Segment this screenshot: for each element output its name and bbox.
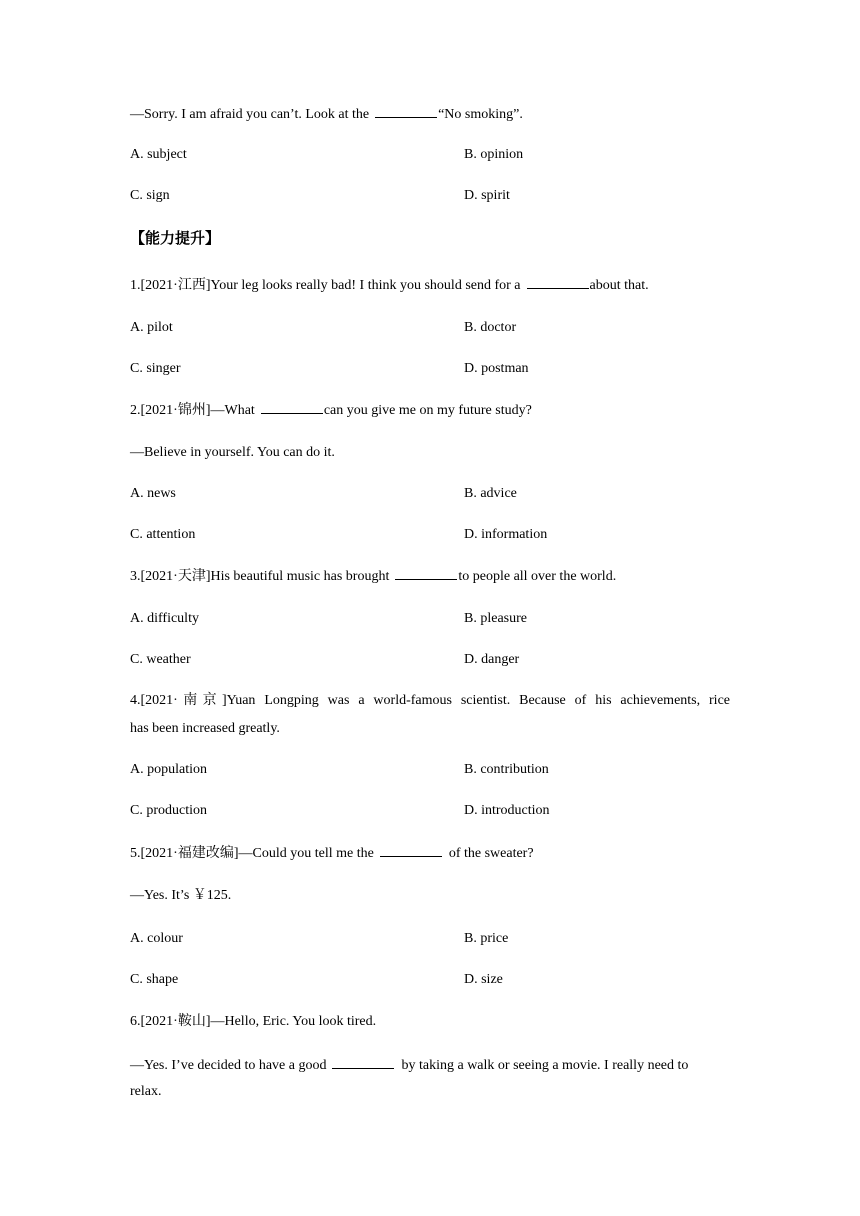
option-c: C. weather bbox=[130, 652, 191, 667]
answer-blank bbox=[527, 276, 589, 289]
question-text: 1.[2021·江西]Your leg looks really bad! I think you should send for a bbox=[130, 278, 521, 293]
question-text: to people all over the world. bbox=[458, 569, 617, 584]
question-text: 3.[2021·天津]His beautiful music has brought bbox=[130, 569, 390, 584]
option-a: A. population bbox=[130, 762, 207, 777]
question-6-reply bbox=[130, 1056, 688, 1075]
question-text: of the sweater? bbox=[448, 846, 534, 861]
option-b: B. doctor bbox=[464, 320, 517, 335]
question-2-stem bbox=[130, 401, 532, 420]
option-a: A. subject bbox=[130, 147, 187, 162]
option-d: D. information bbox=[464, 527, 548, 542]
question-line bbox=[130, 105, 523, 124]
question-text: —Yes. I’ve decided to have a good bbox=[130, 1058, 327, 1073]
question-5-reply: —Yes. It’s ￥125. bbox=[130, 888, 232, 903]
question-5-stem bbox=[130, 844, 534, 863]
question-text: 2.[2021·锦州]—What bbox=[130, 403, 255, 418]
question-text: “No smoking”. bbox=[438, 107, 523, 122]
question-4-stem-line2: has been increased greatly. bbox=[130, 721, 280, 736]
option-c: C. sign bbox=[130, 188, 170, 203]
option-b: B. price bbox=[464, 931, 509, 946]
option-d: D. danger bbox=[464, 652, 520, 667]
question-3-stem bbox=[130, 567, 616, 586]
option-c: C. shape bbox=[130, 972, 179, 987]
option-a: A. pilot bbox=[130, 320, 173, 335]
answer-blank bbox=[375, 105, 437, 118]
option-c: C. production bbox=[130, 803, 207, 818]
option-a: A. difficulty bbox=[130, 611, 199, 626]
option-a: A. news bbox=[130, 486, 176, 501]
option-b: B. contribution bbox=[464, 762, 549, 777]
answer-blank bbox=[261, 401, 323, 414]
option-a: A. colour bbox=[130, 931, 183, 946]
question-text: 5.[2021·福建改编]—Could you tell me the bbox=[130, 846, 374, 861]
option-d: D. size bbox=[464, 972, 503, 987]
question-text: —Sorry. I am afraid you can’t. Look at the bbox=[130, 107, 370, 122]
option-d: D. postman bbox=[464, 361, 529, 376]
answer-blank bbox=[395, 567, 457, 580]
section-heading: 【能力提升】 bbox=[130, 229, 221, 247]
question-text: can you give me on my future study? bbox=[323, 403, 532, 418]
question-4-stem-line1: 4.[2021·南京]Yuan Longping was a world-famous scientist. Because of his achievements, rice bbox=[130, 693, 730, 708]
question-1-stem bbox=[130, 276, 649, 295]
option-b: B. advice bbox=[464, 486, 517, 501]
option-b: B. opinion bbox=[464, 147, 524, 162]
answer-blank bbox=[380, 844, 442, 857]
question-text: about that. bbox=[589, 278, 649, 293]
answer-blank bbox=[332, 1056, 394, 1069]
option-d: D. spirit bbox=[464, 188, 510, 203]
question-6-reply-line2: relax. bbox=[130, 1084, 162, 1099]
option-b: B. pleasure bbox=[464, 611, 527, 626]
question-6-stem: 6.[2021·鞍山]—Hello, Eric. You look tired. bbox=[130, 1014, 377, 1029]
option-c: C. attention bbox=[130, 527, 196, 542]
option-d: D. introduction bbox=[464, 803, 550, 818]
question-text: by taking a walk or seeing a movie. I really need to bbox=[401, 1058, 689, 1073]
option-c: C. singer bbox=[130, 361, 181, 376]
question-2-reply: —Believe in yourself. You can do it. bbox=[130, 445, 335, 460]
